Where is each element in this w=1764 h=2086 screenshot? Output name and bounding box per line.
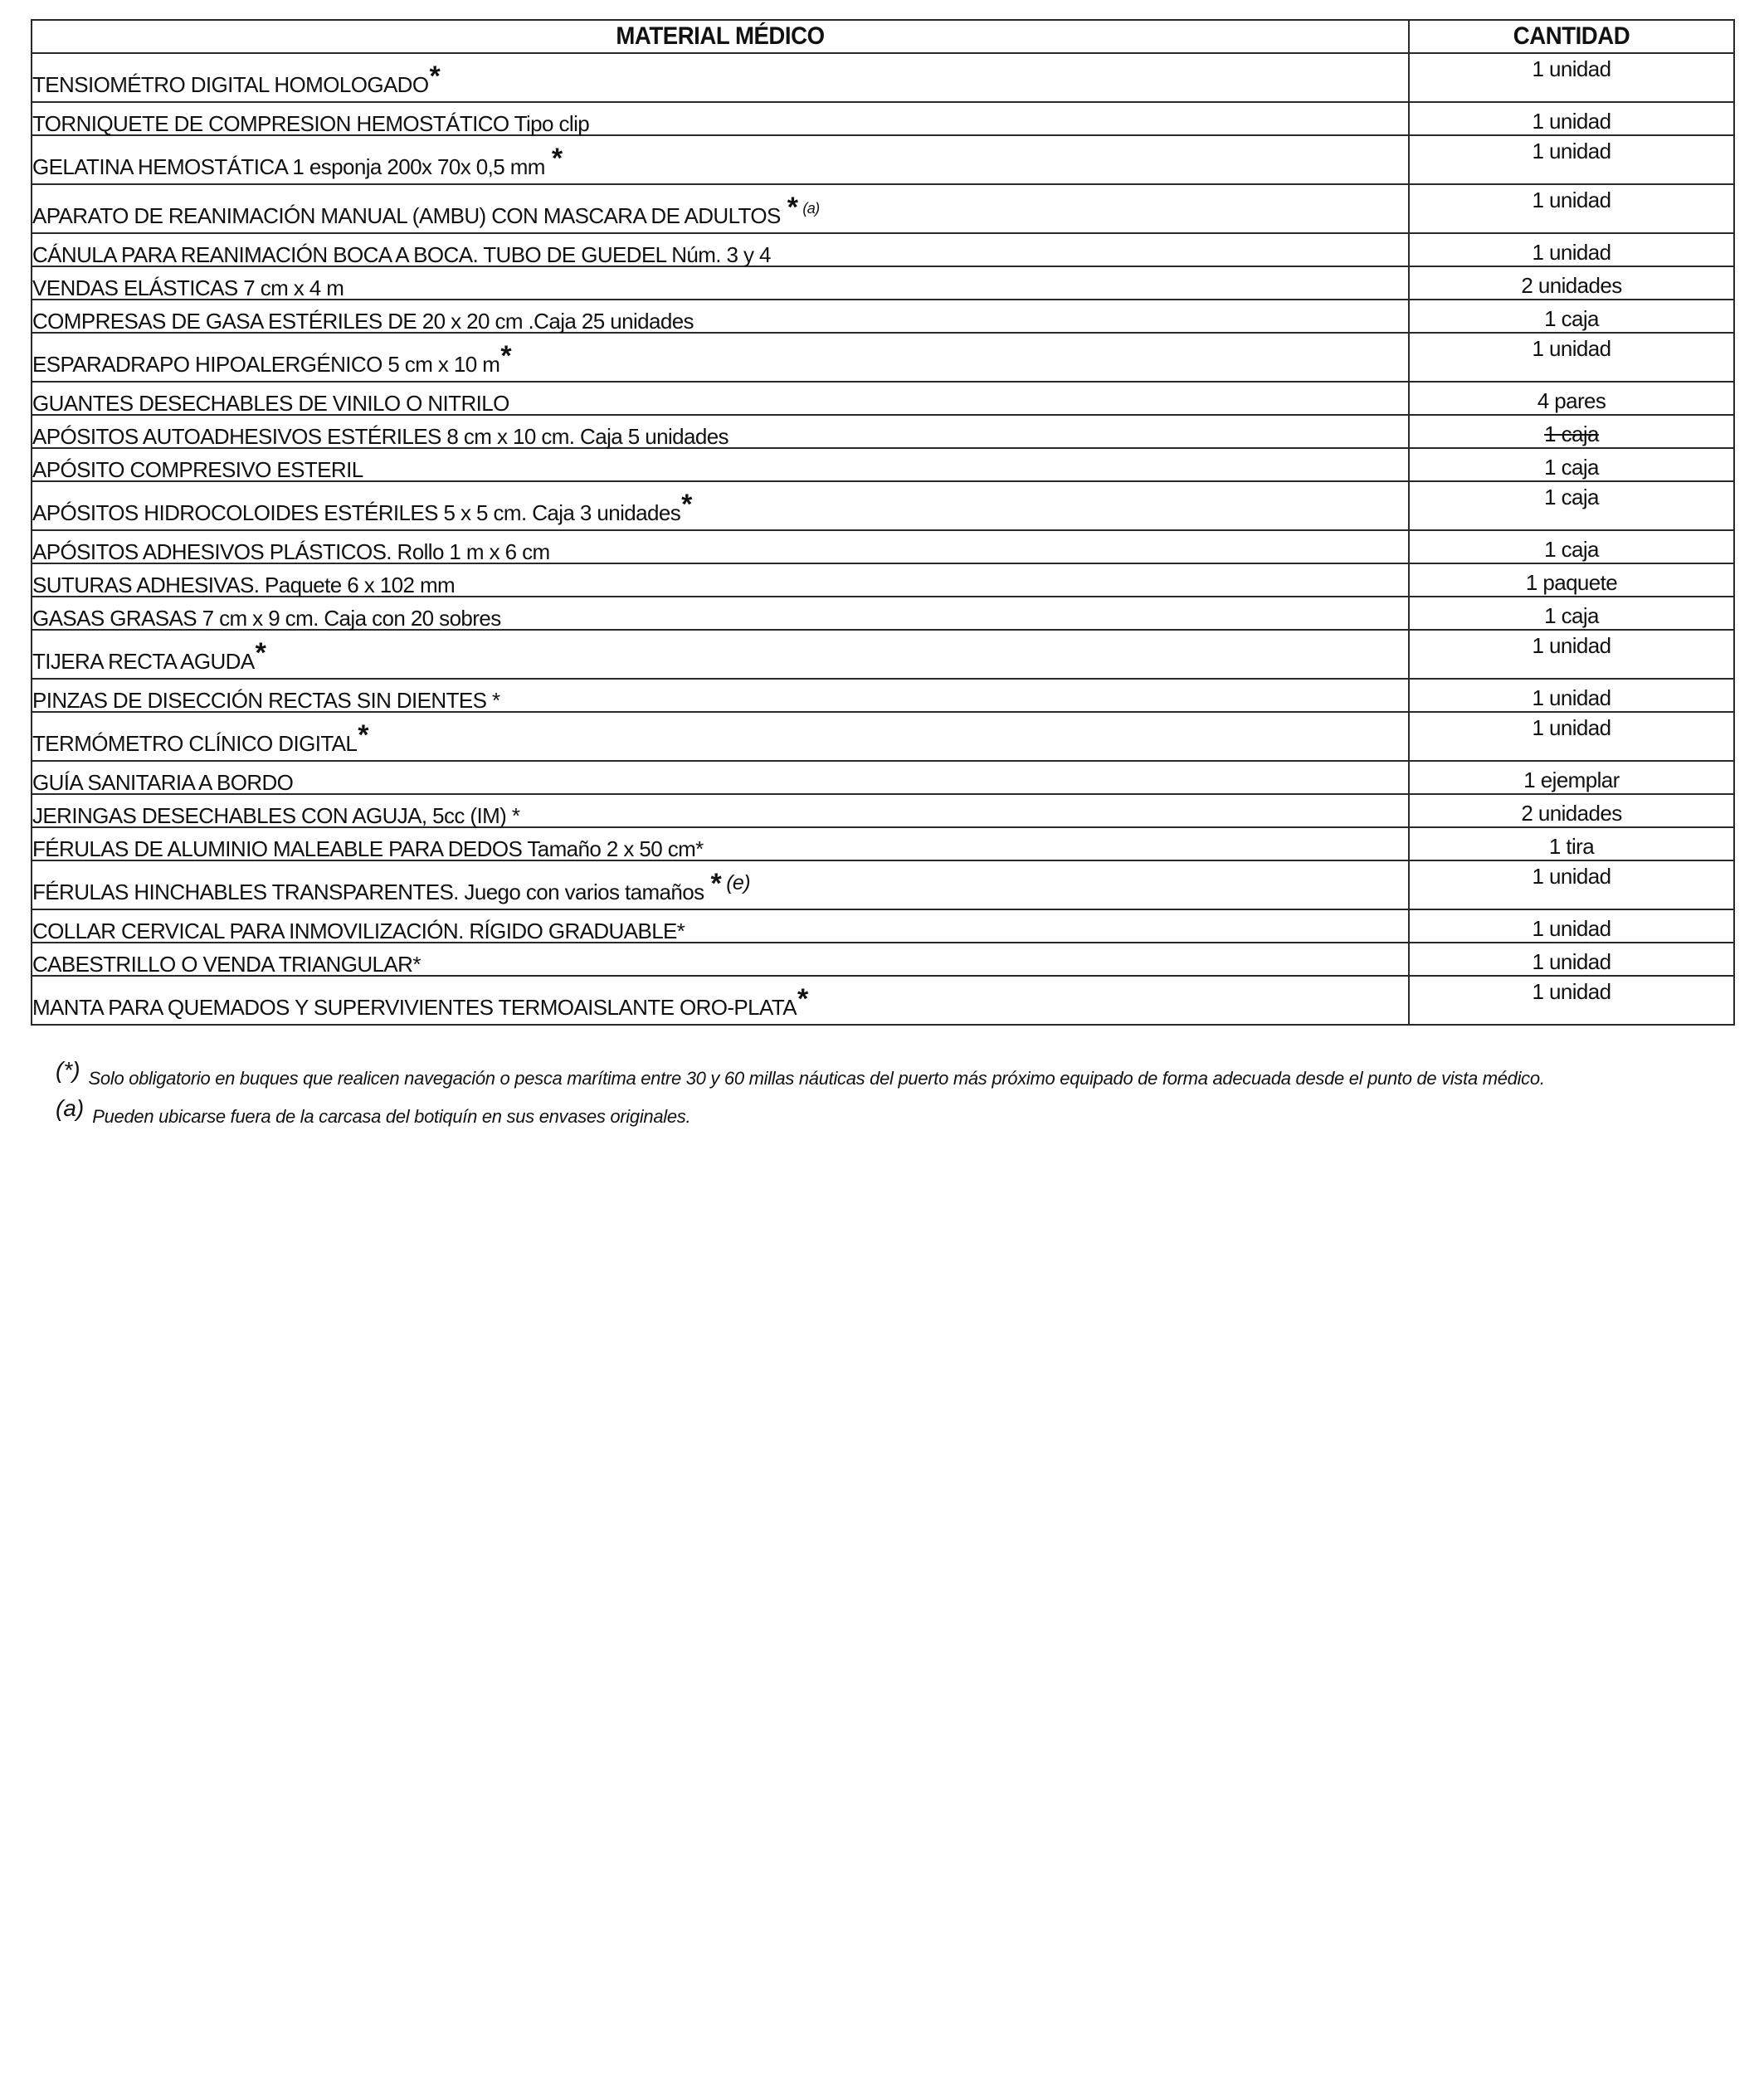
- material-cell: [32, 53, 1409, 102]
- material-name: GELATINA HEMOSTÁTICA 1 esponja 200x 70x 0,5 mm: [32, 154, 545, 179]
- table-row: [32, 597, 1734, 630]
- quantity-cell: [1409, 909, 1734, 943]
- quantity-value: 1 caja: [1544, 603, 1599, 628]
- table-row: [32, 976, 1734, 1025]
- table-row: [32, 382, 1734, 415]
- footnote: [56, 1057, 1733, 1090]
- table-header-row: [32, 20, 1734, 53]
- header-material: MATERIAL MÉDICO: [86, 20, 1353, 53]
- quantity-value: 1 paquete: [1525, 570, 1618, 595]
- material-name: APÓSITOS HIDROCOLOIDES ESTÉRILES 5 x 5 cm. Caja 3 unidades: [32, 500, 681, 525]
- quantity-cell: [1409, 563, 1734, 597]
- quantity-cell: [1409, 415, 1734, 448]
- quantity-value: 4 pares: [1537, 388, 1606, 413]
- material-name: FÉRULAS DE ALUMINIO MALEABLE PARA DEDOS Tamaño 2 x 50 cm*: [32, 836, 704, 861]
- table-row: [32, 300, 1734, 333]
- quantity-value: 1 unidad: [1532, 715, 1611, 740]
- quantity-value: 1 unidad: [1532, 109, 1611, 134]
- material-name: GUÍA SANITARIA A BORDO: [32, 770, 294, 795]
- material-name: GASAS GRASAS 7 cm x 9 cm. Caja con 20 sobres: [32, 606, 501, 631]
- footnote-marker: (*): [56, 1057, 80, 1083]
- quantity-value: 1 unidad: [1532, 979, 1611, 1004]
- quantity-value: 1 unidad: [1532, 188, 1611, 212]
- quantity-cell: [1409, 382, 1734, 415]
- material-cell: [32, 481, 1409, 530]
- material-cell: [32, 135, 1409, 184]
- footnote-marker: (a): [56, 1095, 85, 1121]
- asterisk-mark: *: [710, 868, 722, 899]
- material-cell: [32, 761, 1409, 794]
- quantity-value: 1 caja: [1544, 455, 1599, 480]
- material-cell: [32, 266, 1409, 300]
- material-name: CÁNULA PARA REANIMACIÓN BOCA A BOCA. TUBO DE GUEDEL Núm. 3 y 4: [32, 242, 771, 267]
- material-name: TORNIQUETE DE COMPRESION HEMOSTÁTICO Tipo clip: [32, 111, 590, 136]
- quantity-value: 1 caja: [1544, 422, 1599, 446]
- material-cell: [32, 679, 1409, 712]
- table-row: [32, 53, 1734, 102]
- material-name: APÓSITO COMPRESIVO ESTERIL: [32, 457, 363, 482]
- quantity-cell: [1409, 102, 1734, 135]
- material-name: COMPRESAS DE GASA ESTÉRILES DE 20 x 20 cm .Caja 25 unidades: [32, 309, 694, 334]
- material-cell: [32, 300, 1409, 333]
- quantity-value: 1 unidad: [1532, 56, 1611, 81]
- table-row: [32, 794, 1734, 827]
- quantity-cell: [1409, 448, 1734, 481]
- asterisk-mark: *: [787, 192, 798, 223]
- material-name: JERINGAS DESECHABLES CON AGUJA, 5cc (IM) *: [32, 803, 520, 828]
- material-name: MANTA PARA QUEMADOS Y SUPERVIVIENTES TERMOAISLANTE ORO-PLATA: [32, 995, 797, 1020]
- quantity-cell: [1409, 184, 1734, 233]
- table-row: [32, 415, 1734, 448]
- quantity-cell: [1409, 266, 1734, 300]
- material-name: CABESTRILLO O VENDA TRIANGULAR*: [32, 952, 421, 977]
- table-row: [32, 530, 1734, 563]
- quantity-cell: [1409, 712, 1734, 761]
- material-name: PINZAS DE DISECCIÓN RECTAS SIN DIENTES *: [32, 688, 500, 713]
- material-name: APARATO DE REANIMACIÓN MANUAL (AMBU) CON MASCARA DE ADULTOS: [32, 203, 781, 228]
- material-cell: [32, 976, 1409, 1025]
- material-name: COLLAR CERVICAL PARA INMOVILIZACIÓN. RÍGIDO GRADUABLE*: [32, 919, 685, 943]
- note-reference: (e): [726, 871, 750, 894]
- quantity-cell: [1409, 761, 1734, 794]
- footnote-text: Pueden ubicarse fuera de la carcasa del botiquín en sus envases originales.: [92, 1106, 691, 1127]
- material-cell: [32, 630, 1409, 679]
- material-cell: [32, 382, 1409, 415]
- footnotes: [56, 1057, 1733, 1128]
- table-row: [32, 860, 1734, 909]
- material-name: TENSIOMÉTRO DIGITAL HOMOLOGADO: [32, 72, 429, 97]
- quantity-value: 1 unidad: [1532, 685, 1611, 710]
- quantity-cell: [1409, 233, 1734, 266]
- table-row: [32, 761, 1734, 794]
- quantity-value: 1 unidad: [1532, 336, 1611, 361]
- table-row: [32, 943, 1734, 976]
- material-name: APÓSITOS AUTOADHESIVOS ESTÉRILES 8 cm x 10 cm. Caja 5 unidades: [32, 424, 729, 449]
- asterisk-mark: *: [429, 61, 441, 92]
- document: [31, 19, 1733, 1140]
- quantity-cell: [1409, 630, 1734, 679]
- material-name: APÓSITOS ADHESIVOS PLÁSTICOS. Rollo 1 m x 6 cm: [32, 539, 550, 564]
- material-cell: [32, 909, 1409, 943]
- quantity-value: 1 unidad: [1532, 949, 1611, 974]
- table-row: [32, 448, 1734, 481]
- asterisk-mark: *: [500, 340, 511, 372]
- material-name: SUTURAS ADHESIVAS. Paquete 6 x 102 mm: [32, 573, 456, 597]
- quantity-value: 2 unidades: [1521, 273, 1622, 298]
- material-name: ESPARADRAPO HIPOALERGÉNICO 5 cm x 10 m: [32, 352, 500, 377]
- material-cell: [32, 563, 1409, 597]
- quantity-cell: [1409, 333, 1734, 382]
- material-cell: [32, 860, 1409, 909]
- table-row: [32, 679, 1734, 712]
- material-cell: [32, 943, 1409, 976]
- material-name: TIJERA RECTA AGUDA: [32, 649, 255, 674]
- quantity-value: 1 unidad: [1532, 139, 1611, 163]
- table-row: [32, 712, 1734, 761]
- material-cell: [32, 233, 1409, 266]
- asterisk-mark: *: [358, 719, 368, 751]
- quantity-value: 1 caja: [1544, 485, 1599, 509]
- quantity-value: 1 unidad: [1532, 633, 1611, 658]
- table-row: [32, 233, 1734, 266]
- table-row: [32, 563, 1734, 597]
- quantity-cell: [1409, 135, 1734, 184]
- material-cell: [32, 794, 1409, 827]
- quantity-value: 1 caja: [1544, 306, 1599, 331]
- footnote-text: Solo obligatorio en buques que realicen navegación o pesca marítima entre 30 y 60 millas náuticas del puerto más próximo equipado de forma adecuada desde el punto de vista médico.: [88, 1068, 1545, 1089]
- table-row: [32, 630, 1734, 679]
- table-row: [32, 266, 1734, 300]
- table-row: [32, 333, 1734, 382]
- quantity-cell: [1409, 481, 1734, 530]
- footnote: [56, 1095, 1733, 1128]
- quantity-value: 1 caja: [1544, 537, 1599, 562]
- table-row: [32, 827, 1734, 860]
- quantity-cell: [1409, 530, 1734, 563]
- quantity-cell: [1409, 794, 1734, 827]
- table-row: [32, 102, 1734, 135]
- quantity-cell: [1409, 597, 1734, 630]
- material-name: VENDAS ELÁSTICAS 7 cm x 4 m: [32, 275, 344, 300]
- quantity-cell: [1409, 976, 1734, 1025]
- table-row: [32, 909, 1734, 943]
- asterisk-mark: *: [255, 637, 266, 669]
- quantity-value: 1 unidad: [1532, 864, 1611, 889]
- table-row: [32, 481, 1734, 530]
- material-cell: [32, 333, 1409, 382]
- material-cell: [32, 597, 1409, 630]
- quantity-value: 2 unidades: [1521, 801, 1622, 826]
- medical-material-table: [31, 19, 1735, 1026]
- material-cell: [32, 102, 1409, 135]
- asterisk-mark: *: [681, 489, 692, 520]
- quantity-cell: [1409, 827, 1734, 860]
- quantity-value: 1 ejemplar: [1523, 768, 1620, 792]
- asterisk-mark: *: [797, 983, 808, 1015]
- quantity-cell: [1409, 943, 1734, 976]
- asterisk-mark: *: [551, 143, 563, 174]
- quantity-value: 1 unidad: [1532, 240, 1611, 265]
- quantity-cell: [1409, 860, 1734, 909]
- table-row: [32, 184, 1734, 233]
- table-body: [32, 53, 1734, 1025]
- quantity-cell: [1409, 53, 1734, 102]
- quantity-cell: [1409, 679, 1734, 712]
- material-name: FÉRULAS HINCHABLES TRANSPARENTES. Juego con varios tamaños: [32, 880, 704, 904]
- material-name: TERMÓMETRO CLÍNICO DIGITAL: [32, 731, 358, 756]
- material-cell: [32, 827, 1409, 860]
- header-quantity: CANTIDAD: [1422, 20, 1722, 53]
- quantity-value: 1 tira: [1548, 834, 1595, 859]
- quantity-value: 1 unidad: [1532, 916, 1611, 941]
- note-reference: (a): [802, 200, 820, 217]
- material-name: GUANTES DESECHABLES DE VINILO O NITRILO: [32, 391, 509, 416]
- material-cell: [32, 415, 1409, 448]
- material-cell: [32, 530, 1409, 563]
- material-cell: [32, 712, 1409, 761]
- quantity-cell: [1409, 300, 1734, 333]
- material-cell: [32, 184, 1409, 233]
- table-row: [32, 135, 1734, 184]
- material-cell: [32, 448, 1409, 481]
